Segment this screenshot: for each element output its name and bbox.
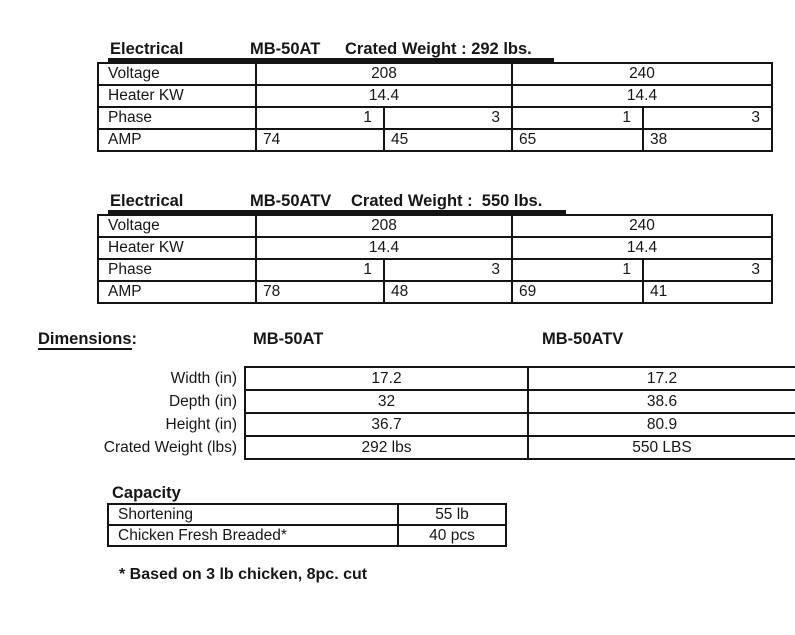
- phase-row-label: Phase: [98, 259, 256, 281]
- amp-value-cell: 65: [512, 129, 643, 151]
- amp-value-cell: 48: [384, 281, 512, 303]
- width-value-cell: 17.2: [528, 367, 795, 390]
- crated-weight-value-cell: 550 LBS: [528, 436, 795, 459]
- chicken-value-cell: 40 pcs: [398, 525, 506, 546]
- crated-weight-value-cell: 292 lbs: [245, 436, 528, 459]
- phase-value-cell: 3: [384, 107, 512, 129]
- shortening-row-label: Shortening: [108, 504, 398, 525]
- dimensions-heading-word: Dimensions: [38, 330, 132, 348]
- height-value-cell: 36.7: [245, 413, 528, 436]
- dimensions-heading-colon: :: [131, 330, 138, 348]
- width-row: [30, 367, 795, 390]
- voltage-value-cell: 240: [512, 63, 772, 85]
- electrical-heading-mb50atv: [108, 193, 566, 214]
- footnote: * Based on 3 lb chicken, 8pc. cut: [119, 566, 368, 583]
- amp-row: [98, 129, 772, 151]
- electrical-heading-title: Electrical: [110, 40, 184, 58]
- phase-value-cell: 3: [643, 259, 772, 281]
- heater-kw-value-cell: 14.4: [512, 85, 772, 107]
- shortening-row: [108, 504, 506, 525]
- heater-kw-value-cell: 14.4: [256, 237, 512, 259]
- voltage-row: [98, 215, 772, 237]
- heater-kw-row-label: Heater KW: [98, 85, 256, 107]
- chicken-row-label: Chicken Fresh Breaded*: [108, 525, 398, 546]
- phase-value-cell: 1: [256, 107, 384, 129]
- amp-row: [98, 281, 772, 303]
- phase-value-cell: 1: [512, 107, 643, 129]
- crated-weight-row: [30, 436, 795, 459]
- voltage-value-cell: 208: [256, 63, 512, 85]
- amp-value-cell: 69: [512, 281, 643, 303]
- electrical-table-mb50at: [97, 62, 773, 152]
- width-value-cell: 17.2: [245, 367, 528, 390]
- amp-value-cell: 45: [384, 129, 512, 151]
- capacity-heading: Capacity: [112, 484, 181, 502]
- electrical-heading-model: MB-50AT: [250, 40, 321, 58]
- heater-kw-value-cell: 14.4: [512, 237, 772, 259]
- electrical-table-mb50atv: [97, 214, 773, 304]
- phase-row-label: Phase: [98, 107, 256, 129]
- phase-row: [98, 107, 772, 129]
- dimensions-column-header-mb50atv: MB-50ATV: [542, 330, 624, 348]
- dimensions-table: [30, 366, 795, 460]
- phase-value-cell: 1: [512, 259, 643, 281]
- heater-kw-row-label: Heater KW: [98, 237, 256, 259]
- phase-value-cell: 1: [256, 259, 384, 281]
- amp-value-cell: 78: [256, 281, 384, 303]
- depth-row-label: Depth (in): [168, 392, 237, 410]
- amp-row-label: AMP: [98, 281, 256, 303]
- phase-value-cell: 3: [643, 107, 772, 129]
- chicken-row: [108, 525, 506, 546]
- electrical-heading-mb50at: [108, 41, 554, 62]
- electrical-heading-crated-weight: Crated Weight : 292 lbs.: [345, 40, 532, 58]
- height-value-cell: 80.9: [528, 413, 795, 436]
- depth-value-cell: 38.6: [528, 390, 795, 413]
- amp-value-cell: 41: [643, 281, 772, 303]
- electrical-heading-model: MB-50ATV: [250, 192, 332, 210]
- width-row-label: Width (in): [170, 369, 237, 387]
- dimensions-column-header-mb50at: MB-50AT: [253, 330, 324, 348]
- voltage-value-cell: 208: [256, 215, 512, 237]
- voltage-row: [98, 63, 772, 85]
- crated-weight-row-label: Crated Weight (lbs): [103, 438, 237, 456]
- depth-row: [30, 390, 795, 413]
- voltage-value-cell: 240: [512, 215, 772, 237]
- voltage-row-label: Voltage: [98, 63, 256, 85]
- dimensions-heading: [38, 330, 137, 349]
- height-row-label: Height (in): [165, 415, 237, 433]
- depth-value-cell: 32: [245, 390, 528, 413]
- phase-row: [98, 259, 772, 281]
- amp-value-cell: 38: [643, 129, 772, 151]
- electrical-heading-crated-weight: Crated Weight : 550 lbs.: [351, 192, 543, 210]
- height-row: [30, 413, 795, 436]
- amp-value-cell: 74: [256, 129, 384, 151]
- shortening-value-cell: 55 lb: [398, 504, 506, 525]
- voltage-row-label: Voltage: [98, 215, 256, 237]
- heater-kw-row: [98, 85, 772, 107]
- heater-kw-value-cell: 14.4: [256, 85, 512, 107]
- electrical-heading-title: Electrical: [110, 192, 184, 210]
- heater-kw-row: [98, 237, 772, 259]
- amp-row-label: AMP: [98, 129, 256, 151]
- capacity-table: [107, 503, 507, 547]
- phase-value-cell: 3: [384, 259, 512, 281]
